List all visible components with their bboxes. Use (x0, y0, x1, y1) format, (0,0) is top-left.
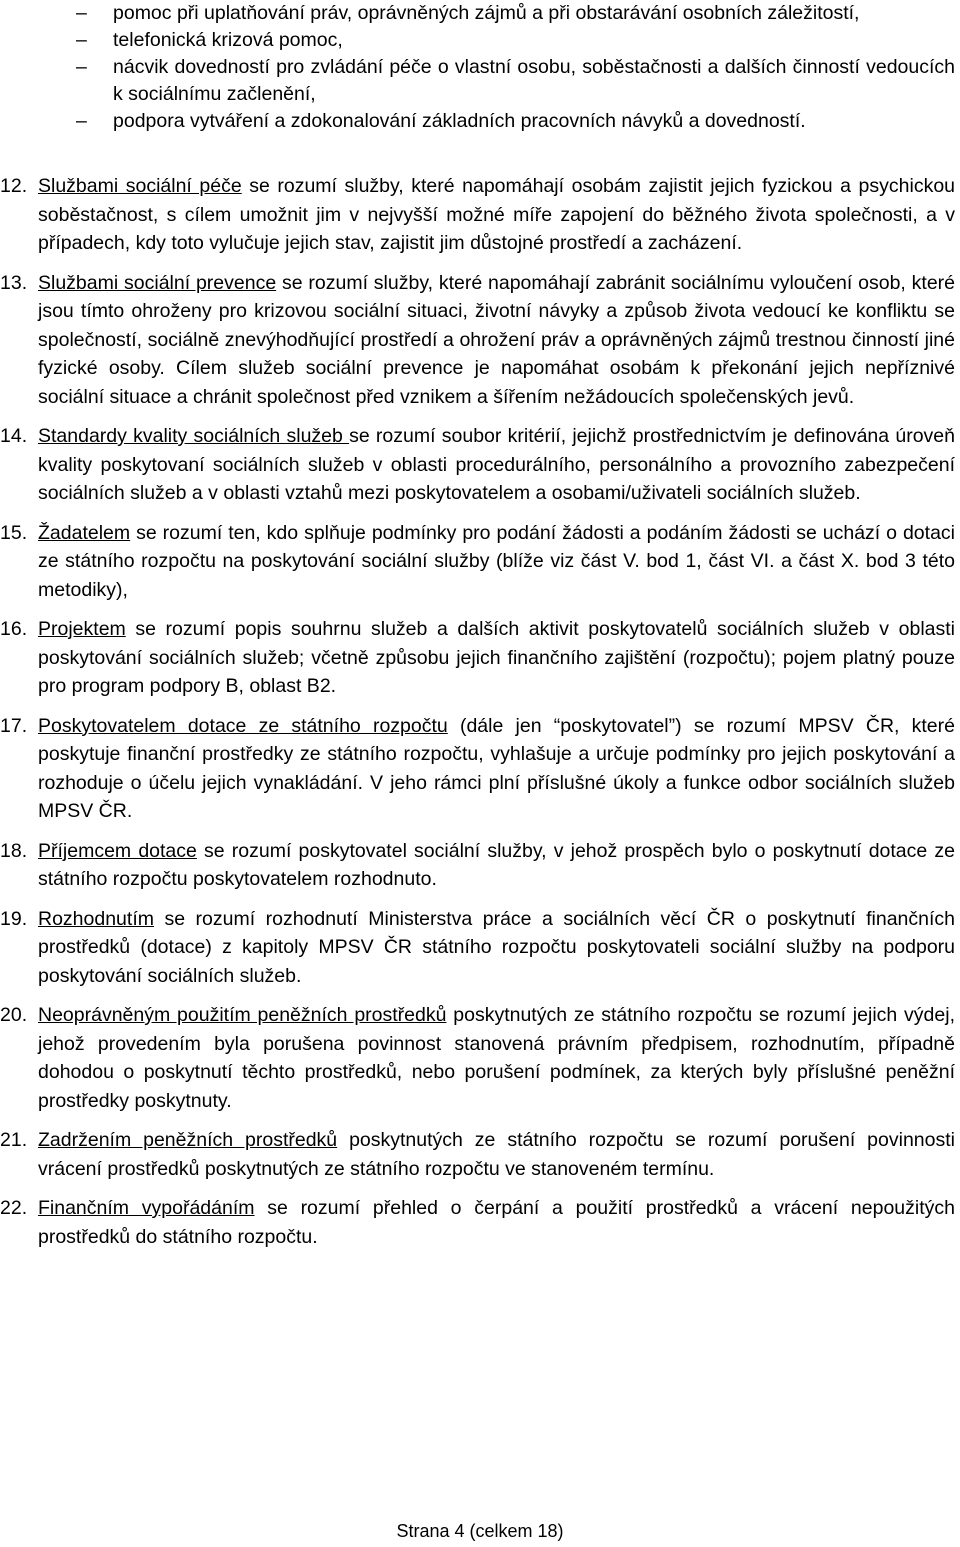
defined-term: Standardy kvality sociálních služeb (38, 425, 350, 447)
defined-term: Neoprávněným použitím peněžních prostředků (38, 1004, 447, 1026)
definition-text: poskytnutých ze státního rozpočtu se rozumí porušení povinnosti vrácení prostředků poskytnutých ze státního rozpočtu ve stanoveném termínu. (38, 1129, 955, 1180)
definition-item (0, 905, 960, 991)
bullet-item (0, 0, 960, 27)
defined-term: Příjemcem dotace (38, 839, 197, 862)
defined-term: Rozhodnutím (38, 907, 154, 930)
definition-text: se rozumí rozhodnutí Ministerstva práce a sociálních věcí ČR o poskytnutí finančních prostředků (dotace) z kapitoly MPSV ČR státního rozpočtu poskytovateli sociální služby na podporu poskytování sociálních služeb. (38, 907, 955, 987)
definition-item (0, 837, 960, 894)
definition-item (0, 615, 960, 701)
page-footer: Strana 4 (celkem 18) (396, 1521, 564, 1541)
defined-term: Projektem (38, 618, 126, 640)
definition-item (0, 712, 960, 826)
bullet-text: nácvik dovedností pro zvládání péče o vlastní osobu, soběstačnosti a dalších činností vedoucích k sociálnímu začlenění, (113, 56, 955, 105)
defined-term: Službami sociální prevence (38, 271, 277, 294)
item-number: 12. (0, 175, 28, 197)
item-number: 20. (0, 1004, 28, 1026)
definition-item (0, 1001, 960, 1115)
defined-term: Finančním vypořádáním (38, 1197, 255, 1219)
definition-text: se rozumí popis souhrnu služeb a dalších aktivit poskytovatelů sociálních služeb v oblasti poskytování sociálních služeb; včetně způsobu jejich finančního zajištění (rozpočtu); pojem platný pouze pro program podpory B, oblast B2. (38, 618, 955, 697)
defined-term: Službami sociální péče (38, 175, 242, 197)
definition-item (0, 172, 960, 258)
definition-text: (dále jen “poskytovatel”) se rozumí MPSV ČR, které poskytuje finanční prostředky ze státního rozpočtu, vyhlašuje a určuje podmínky pro jejich poskytování a rozhoduje o účelu jejich vynakládání. V jeho rámci plní příslušné úkoly a funkce odbor sociálních služeb MPSV ČR. (38, 714, 955, 822)
defined-term: Poskytovatelem dotace ze státního rozpočtu (38, 714, 448, 737)
definition-item (0, 1126, 960, 1183)
definition-item (0, 1194, 960, 1251)
item-number: 22. (0, 1197, 28, 1219)
defined-term: Zadržením peněžních prostředků (38, 1129, 338, 1151)
definition-text: se rozumí poskytovatel sociální služby, v jehož prospěch bylo o poskytnutí dotace ze státního rozpočtu poskytovatelem rozhodnuto. (38, 839, 955, 890)
definition-item (0, 269, 960, 412)
definition-text: se rozumí služby, které napomáhají osobám zajistit jejich fyzickou a psychickou soběstačnost, s cílem umožnit jim v nejvyšší možné míře zapojení do běžného života společnosti, a v případech, kdy toto vylučuje jejich stav, zajistit jim důstojné prostředí a zacházení. (38, 175, 956, 254)
bullet-dash: – (76, 56, 87, 78)
item-number: 17. (0, 714, 28, 737)
bullet-dash: – (76, 29, 87, 51)
defined-term: Žadatelem (38, 521, 131, 544)
item-number: 14. (0, 425, 28, 447)
item-number: 19. (0, 907, 28, 930)
bullet-item (0, 54, 960, 108)
definition-text: poskytnutých ze státního rozpočtu se rozumí jejich výdej, jehož provedením byla porušena povinnost stanovená právním předpisem, rozhodnutím, případně dohodou o poskytnutí těchto prostředků, nebo porušení podmínek, za kterých byly příslušné peněžní prostředky poskytnuty. (38, 1004, 955, 1112)
definition-item (0, 519, 960, 605)
item-number: 16. (0, 618, 28, 640)
bullet-text: telefonická krizová pomoc, (113, 29, 343, 51)
definition-text: se rozumí služby, které napomáhají zabránit sociálnímu vyloučení osob, které jsou tímto ohroženy pro krizovou sociální situaci, životní návyky a způsob života vedoucí ke konfliktu se společností, sociálně znevýhodňující prostředí a ohrožení práv a oprávněných zájmů trestnou činností jiné fyzické osoby. Cílem služeb sociální prevence je napomáhat osobám k překonání jejich nepříznivé sociální situace a chránit společnost před vznikem a šířením nežádoucích společenských jevů. (38, 271, 955, 408)
bullet-list (0, 0, 960, 135)
definition-list (0, 172, 960, 1262)
item-number: 15. (0, 521, 28, 544)
item-number: 13. (0, 271, 28, 294)
item-number: 18. (0, 839, 28, 862)
bullet-text: pomoc při uplatňování práv, oprávněných zájmů a při obstarávání osobních záležitostí, (113, 2, 860, 24)
bullet-dash: – (76, 110, 87, 132)
bullet-dash: – (76, 2, 87, 24)
item-number: 21. (0, 1129, 28, 1151)
bullet-item (0, 108, 960, 135)
definition-item (0, 422, 960, 508)
bullet-item (0, 27, 960, 54)
definition-text: se rozumí ten, kdo splňuje podmínky pro podání žádosti a podáním žádosti se uchází o dotaci ze státního rozpočtu na poskytování sociální služby (blíže viz část V. bod 1, část VI. a část X. bod 3 této metodiky), (38, 521, 955, 601)
definition-text: se rozumí přehled o čerpání a použití prostředků a vrácení nepoužitých prostředků do státního rozpočtu. (38, 1197, 955, 1248)
bullet-text: podpora vytváření a zdokonalování základních pracovních návyků a dovedností. (113, 110, 806, 132)
definition-text: se rozumí soubor kritérií, jejichž prostřednictvím je definována úroveň kvality poskytovaní sociálních služeb v oblasti procedurálního, personálního a provozního zabezpečení sociálních služeb a v oblasti vztahů mezi poskytovatelem a osobami/uživateli sociálních služeb. (38, 425, 955, 504)
